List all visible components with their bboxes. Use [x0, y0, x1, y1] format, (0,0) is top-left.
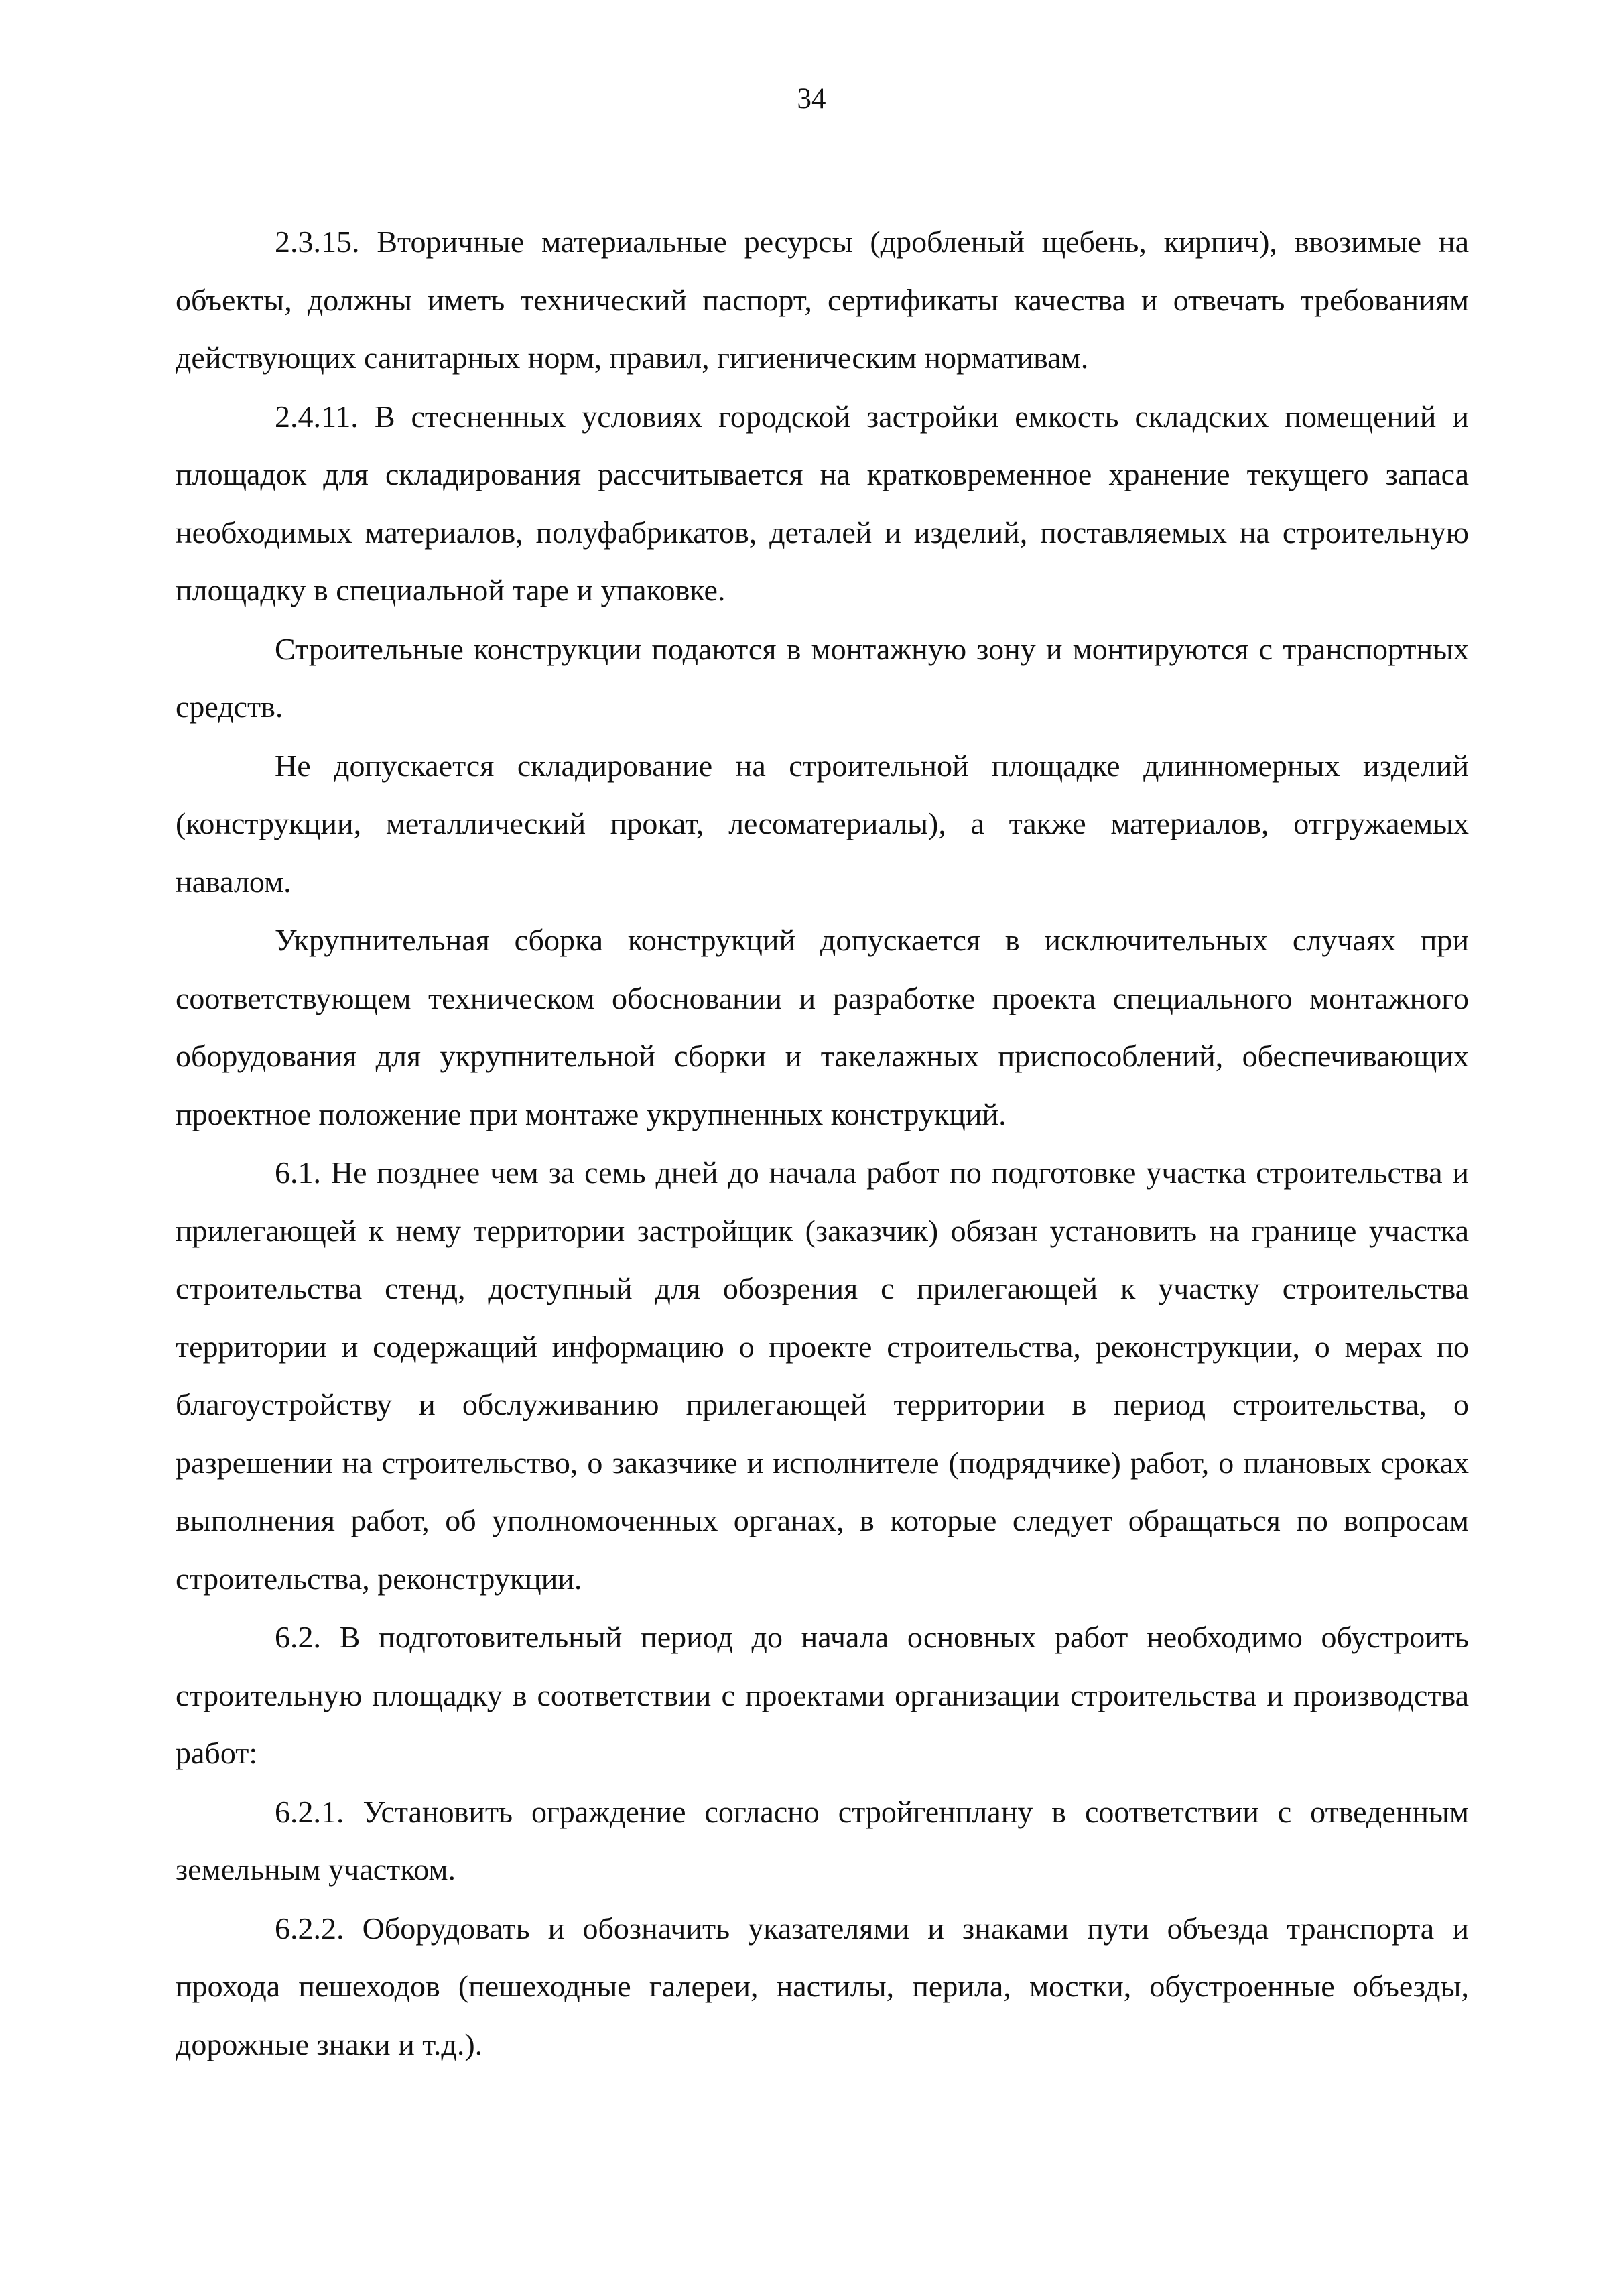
paragraph-2-3-15: 2.3.15. Вторичные материальные ресурсы (дробленый щебень, кирпич), ввозимые на объекты, должны иметь технический паспорт, сертификаты качества и отвечать требованиям действующих санитарных норм, правил, гигиеническим нормативам.	[176, 225, 1469, 375]
paragraph-structures-mounting: Строительные конструкции подаются в монтажную зону и монтируются с транспортных средств.	[176, 631, 1469, 724]
document-body	[176, 213, 1469, 2074]
paragraph-6-2: 6.2. В подготовительный период до начала основных работ необходимо обустроить строительную площадку в соответствии с проектами организации строительства и производства работ:	[176, 1620, 1469, 1770]
paragraph-2-4-11: 2.4.11. В стесненных условиях городской застройки емкость складских помещений и площадок для складирования рассчитывается на кратковременное хранение текущего запаса необходимых материалов, полуфабрикатов, деталей и изделий, поставляемых на строительную площадку в специальной таре и упаковке.	[176, 399, 1469, 607]
paragraph-6-1: 6.1. Не позднее чем за семь дней до начала работ по подготовке участка строительства и прилегающей к нему территории застройщик (заказчик) обязан установить на границе участка строительства стенд, доступный для обозрения с прилегающей к участку строительства территории и содержащий информацию о проекте строительства, реконструкции, о мерах по благоустройству и обслуживанию прилегающей территории в период строительства, о разрешении на строительство, о заказчике и исполнителе (подрядчике) работ, о плановых сроках выполнения работ, об уполномоченных органах, в которые следует обращаться по вопросам строительства, реконструкции.	[176, 1155, 1469, 1596]
paragraph-storage-prohibition: Не допускается складирование на строительной площадке длинномерных изделий (конструкции, металлический прокат, лесоматериалы), а также материалов, отгружаемых навалом.	[176, 748, 1469, 899]
paragraph-6-2-2: 6.2.2. Оборудовать и обозначить указателями и знаками пути объезда транспорта и прохода пешеходов (пешеходные галереи, настилы, перила, мостки, обустроенные объезды, дорожные знаки и т.д.).	[176, 1911, 1469, 2061]
paragraph-6-2-1: 6.2.1. Установить ограждение согласно стройгенплану в соответствии с отведенным земельным участком.	[176, 1794, 1469, 1887]
paragraph-enlargement-assembly: Укрупнительная сборка конструкций допускается в исключительных случаях при соответствующем техническом обосновании и разработке проекта специального монтажного оборудования для укрупнительной сборки и такелажных приспособлений, обеспечивающих проектное положение при монтаже укрупненных конструкций.	[176, 923, 1469, 1131]
page-number: 34	[797, 83, 826, 115]
